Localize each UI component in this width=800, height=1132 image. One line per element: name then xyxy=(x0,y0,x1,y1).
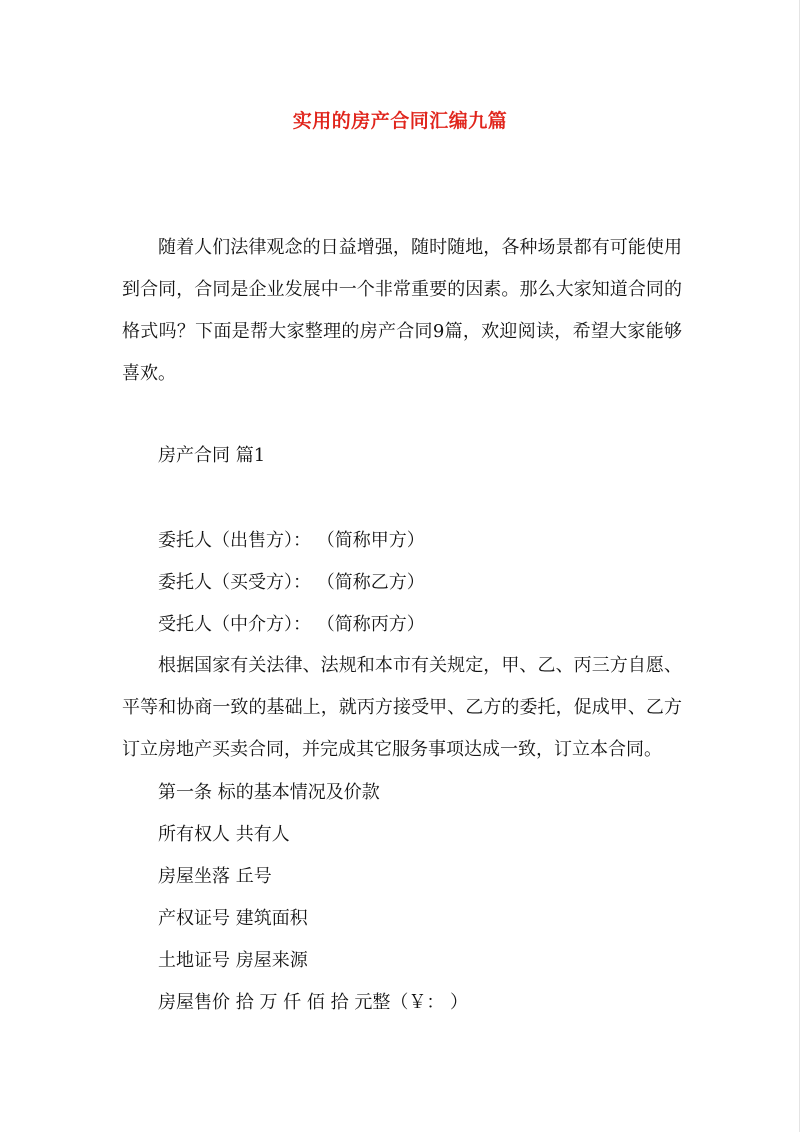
document-title: 实用的房产合同汇编九篇 xyxy=(292,110,508,132)
section-heading: 房产合同 篇1 xyxy=(158,445,266,466)
field-certificate: 产权证号 建筑面积 xyxy=(158,908,308,929)
party-agent: 受托人（中介方）： （简称丙方） xyxy=(158,614,425,635)
field-land-certificate: 土地证号 房屋来源 xyxy=(158,950,308,971)
intro-paragraph: 随着人们法律观念的日益增强，随时随地，各种场景都有可能使用到合同，合同是企业发展中一个非常重要的因素。那么大家知道合同的格式吗？下面是帮大家整理的房产合同9篇，欢迎阅读，希望大家能够喜欢。 xyxy=(122,237,682,384)
field-price: 房屋售价 拾 万 仟 佰 拾 元整（￥： ） xyxy=(158,992,469,1013)
field-location: 房屋坐落 丘号 xyxy=(158,866,272,887)
party-seller: 委托人（出售方）： （简称甲方） xyxy=(158,530,425,551)
party-buyer: 委托人（买受方）： （简称乙方） xyxy=(158,572,425,593)
article-1-heading: 第一条 标的基本情况及价款 xyxy=(158,782,380,803)
field-owner: 所有权人 共有人 xyxy=(158,824,290,845)
basis-paragraph: 根据国家有关法律、法规和本市有关规定，甲、乙、丙三方自愿、平等和协商一致的基础上，就丙方接受甲、乙方的委托，促成甲、乙方订立房地产买卖合同，并完成其它服务事项达成一致，订立本合同。 xyxy=(122,655,682,760)
